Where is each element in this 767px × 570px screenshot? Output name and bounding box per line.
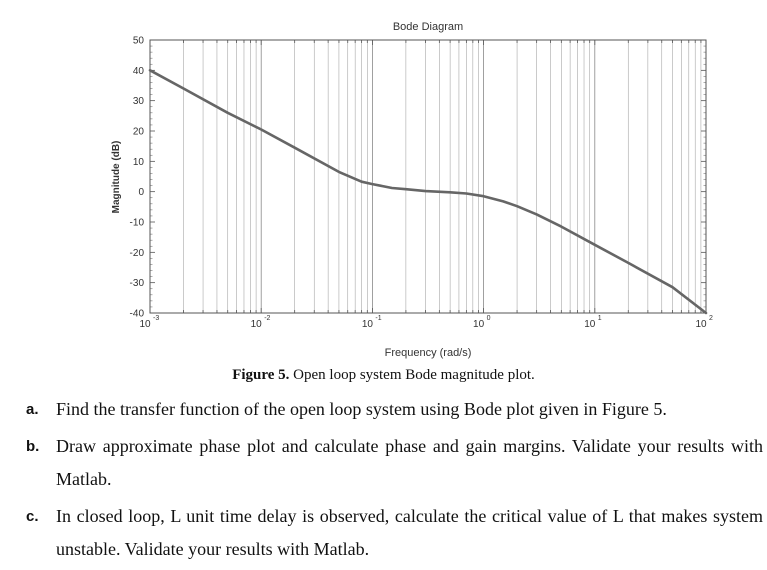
y-tick-label: 20 [132, 126, 144, 138]
x-tick-label-exponent: -2 [264, 315, 271, 322]
question-a-letter: a. [26, 401, 39, 418]
y-tick-label: 50 [132, 35, 144, 47]
x-tick-label: 10 [139, 319, 151, 330]
question-c-letter: c. [26, 508, 39, 525]
x-tick-label-exponent: -1 [375, 315, 382, 322]
figure-caption-text: Open loop system Bode magnitude plot. [289, 367, 535, 383]
x-tick-label-exponent: 1 [597, 315, 602, 322]
x-tick-label: 10 [250, 319, 262, 330]
x-tick-label: 10 [473, 319, 485, 330]
question-b [18, 430, 763, 496]
x-tick-labels [139, 315, 713, 330]
question-b-text: Draw approximate phase plot and calculate phase and gain margins. Validate your results with Matlab. [56, 436, 763, 489]
x-tick-label-exponent: 2 [709, 315, 713, 322]
chart-title: Bode Diagram [392, 21, 464, 33]
y-tick-label: -10 [129, 217, 144, 229]
y-tick-label: -20 [129, 247, 144, 259]
x-tick-label: 10 [695, 319, 707, 330]
plot-background [150, 40, 706, 313]
y-tick-label: 30 [132, 96, 144, 108]
x-tick-label: 10 [361, 319, 373, 330]
y-tick-label: -30 [129, 278, 144, 290]
x-tick-label-exponent: -3 [153, 315, 160, 322]
y-tick-label: 10 [132, 156, 144, 168]
y-tick-label: -40 [129, 308, 144, 320]
x-tick-label-exponent: 0 [486, 315, 491, 322]
question-b-letter: b. [26, 438, 40, 455]
x-axis-label: Frequency (rad/s) [384, 347, 472, 359]
question-c [18, 500, 763, 566]
y-tick-label: 40 [132, 65, 144, 77]
y-tick-label: 0 [138, 187, 144, 199]
question-list [18, 393, 763, 570]
y-tick-labels [130, 36, 145, 320]
x-tick-label: 10 [584, 319, 596, 330]
question-a-text: Find the transfer function of the open loop system using Bode plot given in Figure 5. [56, 399, 667, 419]
question-c-text: In closed loop, L unit time delay is observed, calculate the critical value of L that makes system unstable. Validate your results with Matlab. [56, 506, 763, 559]
y-axis-label: Magnitude (dB) [111, 140, 122, 214]
figure-caption [0, 367, 767, 384]
question-a [18, 393, 763, 426]
figure-caption-label: Figure 5. [232, 367, 290, 383]
